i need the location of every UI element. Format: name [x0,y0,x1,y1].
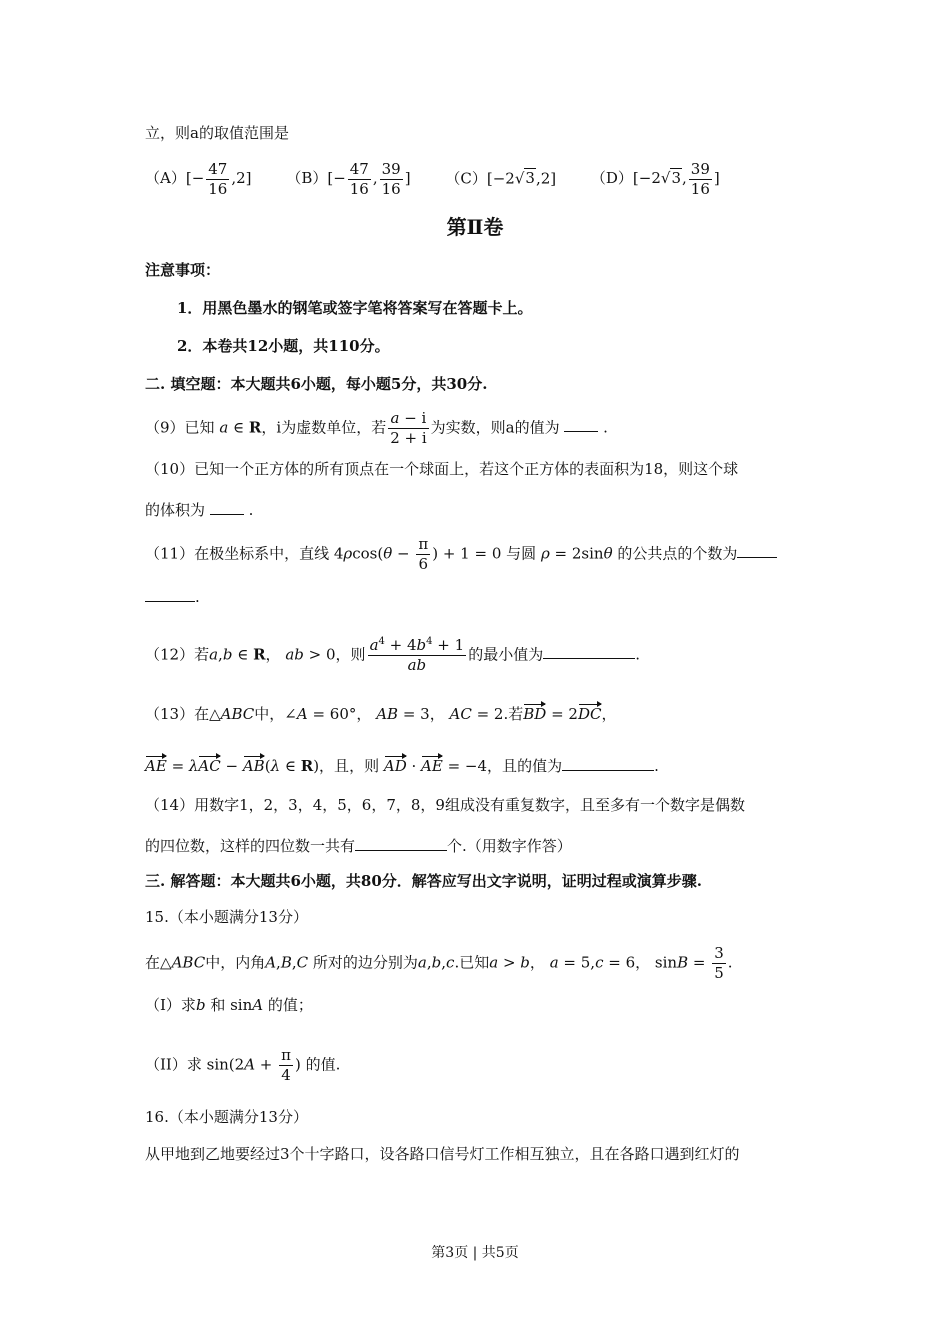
notice-item-2: 2．本卷共12小题，共110分。 [177,337,390,355]
q8-tail: 立，则a的取值范围是 [145,124,289,142]
section-title: 第Ⅱ卷 [446,215,504,239]
question-15-part1: （I）求b 和 sinA 的值； [145,996,313,1014]
question-11: （11）在极坐标系中，直线 4ρcos(θ − $\frac{\pi}{6}$ ) + 1 = 0 与圆 ρ = 2sinθ 的公共点的个数为 [145,535,777,574]
question-15-stem: 在△ABC中，内角A,B,C 所对的边分别为a,b,c.已知a > b， a = 5,c = 6， sinB = $\frac{3}{5}$ . [145,944,733,982]
question-13-line1: （13）在△ABC中，∠A = 60°， AB = 3， AC = 2.若BD = 2DC， [145,705,617,723]
fill-heading: 二. 填空题：本大题共6小题，每小题5分，共30分. [145,375,488,393]
question-14-line2: 的四位数，这样的四位数一共有 个.（用数字作答） [145,837,572,855]
question-15-title: 15.（本小题满分13分） [145,908,308,926]
question-10-line1: （10）已知一个正方体的所有顶点在一个球面上，若这个正方体的表面积为18，则这个球 [145,460,739,478]
solve-heading: 三. 解答题：本大题共6小题，共80分．解答应写出文字说明，证明过程或演算步骤. [145,872,702,890]
q8-option-b: （B）[− $\frac{47}{16}$ , $\frac{39}{16}$ ] [286,160,411,198]
question-16-line1: 从甲地到乙地要经过3个十字路口，设各路口信号灯工作相互独立，且在各路口遇到红灯的 [145,1145,740,1163]
q8-options [145,160,720,199]
question-11-cont: . [145,587,200,605]
notice-item-1: 1．用黑色墨水的钢笔或签字笔将答案写在答题卡上。 [177,299,533,317]
question-15-part2: （II）求 sin(2A + $\frac{\pi}{4}$ ) 的值. [145,1046,341,1084]
q8-option-c: （C）[−2√3,2] [445,169,557,188]
question-10-line2: 的体积为 . [145,501,254,519]
page-footer: 第3页 | 共5页 [431,1245,519,1261]
question-9: （9）已知 a ∈ R，i为虚数单位，若 $\frac{a - i}{2 + i}$ 为实数，则a的值为 . [145,409,608,447]
notice-title: 注意事项： [145,261,221,279]
question-14-line1: （14）用数字1，2，3，4，5，6，7，8，9组成没有重复数字，且至多有一个数字是偶数 [145,796,745,814]
question-12: （12）若a,b ∈ R， ab > 0，则 $\frac{a^4 + 4b^4 + 1}{ab}$ 的最小值为 . [145,636,640,674]
q8-option-d: （D）[−2√3, $\frac{39}{16}$ ] [590,160,720,198]
question-16-title: 16.（本小题满分13分） [145,1108,308,1126]
question-13-line2: AE = λAC − AB(λ ∈ R)，且，则 AD · AE = −4，且的值为 . [145,757,659,775]
q8-option-a: （A）[− $\frac{47}{16}$ ,2] [145,160,252,198]
